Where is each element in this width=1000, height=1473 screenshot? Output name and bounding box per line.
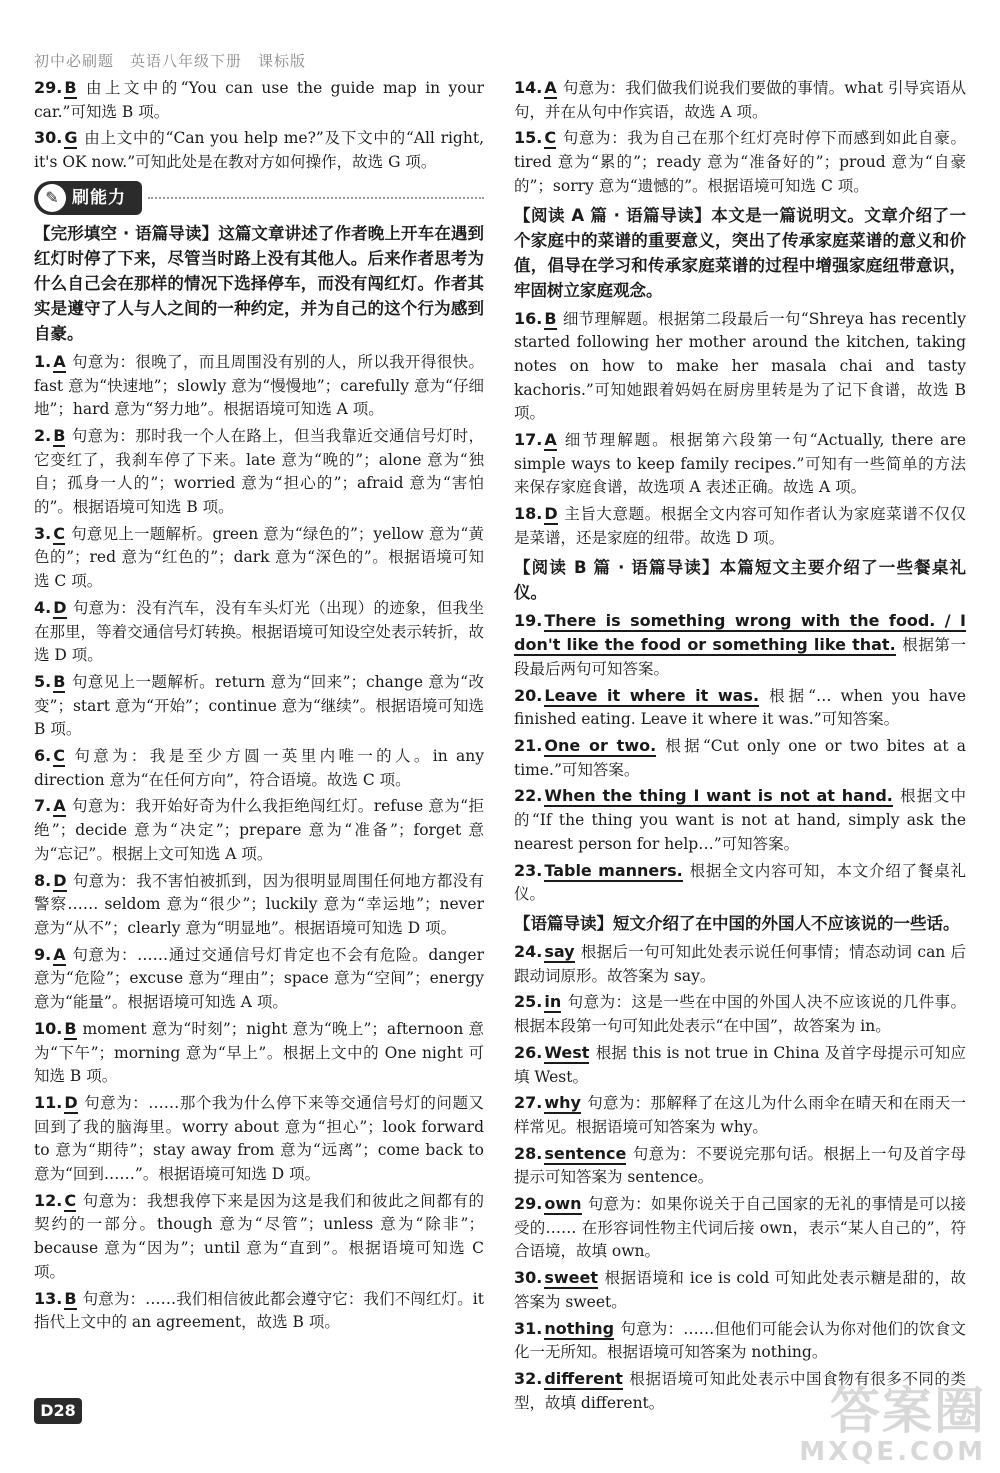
- explanation-text: 根据语境可知此处表示中国食物有很多不同的类型，故填 different。: [514, 1369, 966, 1412]
- answer-entry: [514, 990, 966, 1038]
- explanation-text: 句意为：我不害怕被抓到，因为很明显周围任何地方都没有警察…… seldom 意为“很少”；luckily 意为“幸运地”；never 意为“从不”；clearly 意为“明显地”。根据语境可知选 D 项。: [34, 871, 484, 937]
- question-number: 14.: [514, 78, 543, 97]
- page-number: D28: [34, 1398, 82, 1424]
- explanation-text: 句意为：如果你说关于自己国家的无礼的事情是可以接受的…… 在形容词性物主代词后接 own，表示“某人自己的”，符合语境，故填 own。: [514, 1195, 966, 1261]
- question-number: 4.: [34, 597, 52, 617]
- explanation-text: 句意为：我想我停下来是因为这是我们和彼此之间都有的契约的一部分。though 意为“尽管”；unless 意为“除非”；because 意为“因为”；until 意为“直到”。根据语境可知选 C 项。: [34, 1191, 484, 1281]
- answer-entry: [34, 126, 484, 174]
- answer-key: why: [544, 1093, 581, 1113]
- right-column: [514, 76, 966, 1417]
- answer-entry: [514, 784, 966, 856]
- explanation-text: 句意为：那解释了在这儿为什么雨伞在晴天和在雨天一样常见。根据语境可知答案为 why。: [514, 1094, 966, 1136]
- reading-b-intro: 【阅读 B 篇 · 语篇导读】本篇短文主要介绍了一些餐桌礼仪。: [514, 557, 966, 602]
- banner-label: 刷能力: [72, 187, 126, 208]
- answer-entry: [514, 859, 966, 907]
- answer-key: C: [64, 1190, 77, 1210]
- question-number: 6.: [34, 746, 52, 766]
- answer-key: C: [53, 523, 65, 543]
- explanation-text: 根据第一段最后两句可知答案。: [514, 636, 966, 678]
- answer-entry: [514, 1041, 966, 1089]
- question-number: 29.: [34, 78, 63, 97]
- explanation-text: 句意为：……我们相信彼此都会遵守它：我们不闯红灯。it 指代上文中的 an agreement，故选 B 项。: [34, 1289, 484, 1332]
- answer-entry: [514, 502, 966, 550]
- question-number: 8.: [34, 870, 52, 890]
- answer-key: B: [53, 425, 66, 445]
- answer-key: One or two.: [544, 736, 657, 756]
- question-number: 13.: [34, 1288, 63, 1308]
- question-number: 19.: [514, 610, 543, 630]
- explanation-text: 句意为：……通过交通信号灯肯定也不会有危险。danger 意为“危险”；excuse 意为“理由”；space 意为“空间”；energy 意为“能量”。根据语境可知选 A 项。: [34, 945, 484, 1012]
- question-number: 12.: [34, 1190, 63, 1210]
- question-number: 27.: [514, 1093, 543, 1113]
- question-number: 16.: [514, 308, 543, 328]
- answer-entry: [514, 428, 966, 500]
- answer-entry: [34, 869, 484, 941]
- cloze-intro: 【完形填空 · 语篇导读】这篇文章讲述了作者晚上开车在遇到红灯时停了下来，尽管当时路上没有其他人。后来作者思考为什么自己会在那样的情况下选择停车，而没有闯红灯。作者其实是遵守了人与人之间的一种约定，并为自己的这个行为感到自豪。: [34, 223, 484, 343]
- question-number: 21.: [514, 736, 543, 756]
- answer-entry: [514, 940, 966, 988]
- answer-entry: [34, 670, 484, 742]
- question-number: 24.: [514, 941, 543, 961]
- watermark-line1: 答案圈: [830, 1382, 986, 1440]
- answer-entry: [34, 1091, 484, 1187]
- question-number: 17.: [514, 430, 543, 450]
- section-banner: [34, 181, 484, 217]
- explanation-text: 句意为：……那个我为什么停下来等交通信号灯的问题又回到了我的脑海里。worry about 意为“担心”；look forward to 意为“期待”；stay away from 意为“远离”；come back to 意为“回到……”。根据语境可知选 D 项。: [34, 1093, 484, 1184]
- question-number: 7.: [34, 796, 52, 816]
- answer-key: Leave it where it was.: [544, 685, 760, 705]
- answer-entry: [514, 1192, 966, 1264]
- watermark-line2: MXQE.COM: [799, 1437, 986, 1467]
- answer-entry: [34, 794, 484, 866]
- banner-divider: [148, 197, 484, 199]
- question-number: 5.: [34, 671, 52, 691]
- explanation-text: 句意为：这是一些在中国的外国人决不应该说的几件事。根据本段第一句可知此处表示“在中国”，故答案为 in。: [514, 993, 966, 1036]
- answer-key: A: [544, 430, 557, 450]
- question-number: 2.: [34, 425, 52, 445]
- answer-entry: [514, 1317, 966, 1365]
- answer-key: A: [544, 78, 557, 97]
- watermark-logo: [799, 1384, 986, 1466]
- answer-key: say: [544, 941, 575, 961]
- explanation-text: 句意为：我开始好奇为什么我拒绝闯红灯。refuse 意为“拒绝”；decide 意为“决定”；prepare 意为“准备”；forget 意为“忘记”。根据上文可知选 A 项。: [34, 797, 484, 863]
- question-number: 26.: [514, 1042, 543, 1062]
- banner-badge: [34, 181, 142, 215]
- reading-b-answers: [514, 609, 966, 907]
- explanation-text: moment 意为“时刻”；night 意为“晚上”；afternoon 意为“下午”；morning 意为“早上”。根据上文中的 One night 可知选 B 项。: [34, 1019, 484, 1086]
- discourse-answers: [514, 940, 966, 1415]
- answer-entry: [34, 424, 484, 520]
- answer-entry: [34, 1017, 484, 1089]
- explanation-text: 句意见上一题解析。return 意为“回来”；change 意为“改变”；start 意为“开始”；continue 意为“继续”。根据语境可知选 B 项。: [34, 672, 484, 739]
- answer-key: A: [53, 796, 66, 816]
- answer-key: D: [53, 870, 67, 890]
- question-number: 1.: [34, 351, 52, 371]
- answer-entry: [514, 1091, 966, 1139]
- left-column: [34, 76, 484, 1337]
- answer-key: B: [64, 1018, 77, 1038]
- explanation-text: 由上文中的“You can use the guide map in your car.”可知选 B 项。: [34, 79, 484, 121]
- discourse-intro: 【语篇导读】短文介绍了在中国的外国人不应该说的一些话。: [514, 913, 960, 933]
- explanation-text: 句意为：我为自己在那个红灯亮时停下而感到如此自豪。tired 意为“累的”；ready 意为“准备好的”；proud 意为“自豪的”；sorry 意为“遗憾的”。根据语境可知选 C 项。: [514, 129, 966, 195]
- answer-entry: [514, 126, 966, 198]
- question-number: 9.: [34, 944, 52, 964]
- question-number: 20.: [514, 685, 543, 705]
- explanation-text: 句意为：……但他们可能会认为你对他们的饮食文化一无所知。根据语境可知答案为 nothing。: [514, 1319, 966, 1362]
- explanation-text: 根据“Cut only one or two bites at a time.”可知答案。: [514, 737, 966, 779]
- answer-key: sentence: [544, 1143, 627, 1163]
- left-top-answers: [34, 76, 484, 175]
- question-number: 23.: [514, 860, 543, 880]
- answer-key: B: [64, 78, 77, 97]
- answer-key: When the thing I want is not at hand.: [544, 786, 893, 806]
- answer-key: different: [544, 1368, 623, 1388]
- explanation-text: 主旨大意题。根据全文内容可知作者认为家庭菜谱不仅仅是菜谱，还是家庭的纽带。故选 D 项。: [514, 505, 966, 547]
- answer-key: nothing: [544, 1318, 615, 1338]
- answer-key: B: [53, 671, 66, 691]
- answer-key: D: [53, 597, 67, 617]
- answer-entry: [34, 1189, 484, 1285]
- answer-key: sweet: [544, 1268, 598, 1288]
- question-number: 30.: [34, 128, 63, 148]
- answer-entry: [34, 1287, 484, 1335]
- explanation-text: 句意为：那时我一个人在路上，但当我靠近交通信号灯时，它变红了，我刹车停了下来。late 意为“晚的”；alone 意为“独自；孤身一人的”；worried 意为“担心的”；afraid 意为“害怕的”。根据语境可知选 B 项。: [34, 426, 484, 517]
- explanation-text: 句意为：很晚了，而且周围没有别的人，所以我开得很快。fast 意为“快速地”；slowly 意为“慢慢地”；carefully 意为“仔细地”；hard 意为“努力地”。根据语境可知选 A 项。: [34, 352, 484, 419]
- answer-key: A: [53, 351, 66, 371]
- answer-key: D: [544, 504, 558, 524]
- reading-a-answers: [514, 307, 966, 551]
- explanation-text: 根据文中的“If the thing you want is not at hand, simply ask the nearest person for help…”可知答案。: [514, 787, 966, 853]
- answer-entry: [514, 1266, 966, 1314]
- explanation-text: 细节理解题。根据第六段第一句“Actually, there are simple ways to keep family recipes.”可知有一些简单的方法来保存家庭食谱，故选项 A 表述正确。故选 A 项。: [514, 431, 966, 497]
- explanation-text: 由上文中的“Can you help me?”及下文中的“All right, it's OK now.”可知此处是在教对方如何操作，故选 G 项。: [34, 129, 484, 172]
- explanation-text: 根据 this is not true in China 及首字母提示可知应填 West。: [514, 1043, 966, 1086]
- cloze-answers: [34, 350, 484, 1335]
- answer-key: There is something wrong with the food. / I don't like the food or something like that.: [514, 610, 966, 655]
- question-number: 11.: [34, 1092, 63, 1112]
- question-number: 22.: [514, 786, 543, 806]
- question-number: 32.: [514, 1368, 543, 1388]
- question-number: 3.: [34, 523, 52, 543]
- question-number: 28.: [514, 1143, 543, 1163]
- explanation-text: 句意为：我们做我们说我们要做的事情。what 引导宾语从句，并在从句中作宾语，故选 A 项。: [514, 79, 966, 121]
- answer-entry: [514, 734, 966, 782]
- answer-key: Table manners.: [544, 860, 683, 880]
- reading-a-intro: 【阅读 A 篇 · 语篇导读】本文是一篇说明文。文章介绍了一个家庭中的菜谱的重要意义，突出了传承家庭菜谱的意义和价值，倡导在学习和传承家庭菜谱的过程中增强家庭纽带意识，牢固树立家庭观念。: [514, 205, 966, 300]
- answer-entry: [514, 1142, 966, 1190]
- answer-entry: [34, 943, 484, 1015]
- question-number: 30.: [514, 1268, 543, 1288]
- answer-key: A: [53, 944, 66, 964]
- answer-key: B: [64, 1288, 77, 1308]
- answer-entry: [514, 609, 966, 682]
- answer-entry: [34, 350, 484, 422]
- explanation-text: 细节理解题。根据第二段最后一句“Shreya has recently started following her mother around the kitchen, taking notes on how to make her masala chai and tasty kachoris.”可知她跟着妈妈在厨房里转是为了记下食谱，故选 B 项。: [514, 309, 966, 423]
- cloze-answers-continued: [514, 76, 966, 199]
- question-number: 15.: [514, 128, 543, 148]
- question-number: 31.: [514, 1318, 543, 1338]
- explanation-text: 根据“… when you have finished eating. Leave it where it was.”可知答案。: [514, 686, 966, 729]
- explanation-text: 句意为：我是至少方圆一英里内唯一的人。in any direction 意为“在任何方向”，符合语境。故选 C 项。: [34, 747, 484, 789]
- answer-key: C: [53, 746, 65, 766]
- answer-key: in: [544, 992, 562, 1012]
- question-number: 29.: [514, 1194, 543, 1214]
- answer-key: West: [544, 1042, 590, 1062]
- explanation-text: 句意见上一题解析。green 意为“绿色的”；yellow 意为“黄色的”；red 意为“红色的”；dark 意为“深色的”。根据语境可知选 C 项。: [34, 524, 484, 591]
- answer-key: G: [64, 128, 78, 148]
- answer-key: D: [64, 1092, 78, 1112]
- explanation-text: 句意为：没有汽车，没有车头灯光（出现）的迹象，但我坐在那里，等着交通信号灯转换。根据语境可知设空处表示转折，故选 D 项。: [34, 598, 484, 665]
- answer-entry: [514, 307, 966, 427]
- pen-icon: ✎: [38, 184, 66, 212]
- explanation-text: 根据后一句可知此处表示说任何事情；情态动词 can 后跟动词原形。故答案为 say。: [514, 942, 966, 985]
- answer-key: B: [544, 308, 557, 328]
- question-number: 18.: [514, 504, 543, 524]
- explanation-text: 根据语境和 ice is cold 可知此处表示糖是甜的，故答案为 sweet。: [514, 1269, 966, 1311]
- answer-key: C: [544, 128, 557, 148]
- running-header: 初中必刷题 英语八年级下册 课标版: [34, 52, 307, 70]
- answer-entry: [514, 76, 966, 124]
- question-number: 25.: [514, 992, 543, 1012]
- question-number: 10.: [34, 1018, 63, 1038]
- explanation-text: 根据全文内容可知，本文介绍了餐桌礼仪。: [514, 861, 966, 904]
- answer-entry: [34, 596, 484, 668]
- explanation-text: 句意为：不要说完那句话。根据上一句及首字母提示可知答案为 sentence。: [514, 1144, 966, 1187]
- answer-entry: [34, 744, 484, 792]
- answer-entry: [514, 684, 966, 732]
- answer-entry: [34, 522, 484, 594]
- answer-key: own: [544, 1194, 582, 1214]
- answer-entry: [34, 76, 484, 124]
